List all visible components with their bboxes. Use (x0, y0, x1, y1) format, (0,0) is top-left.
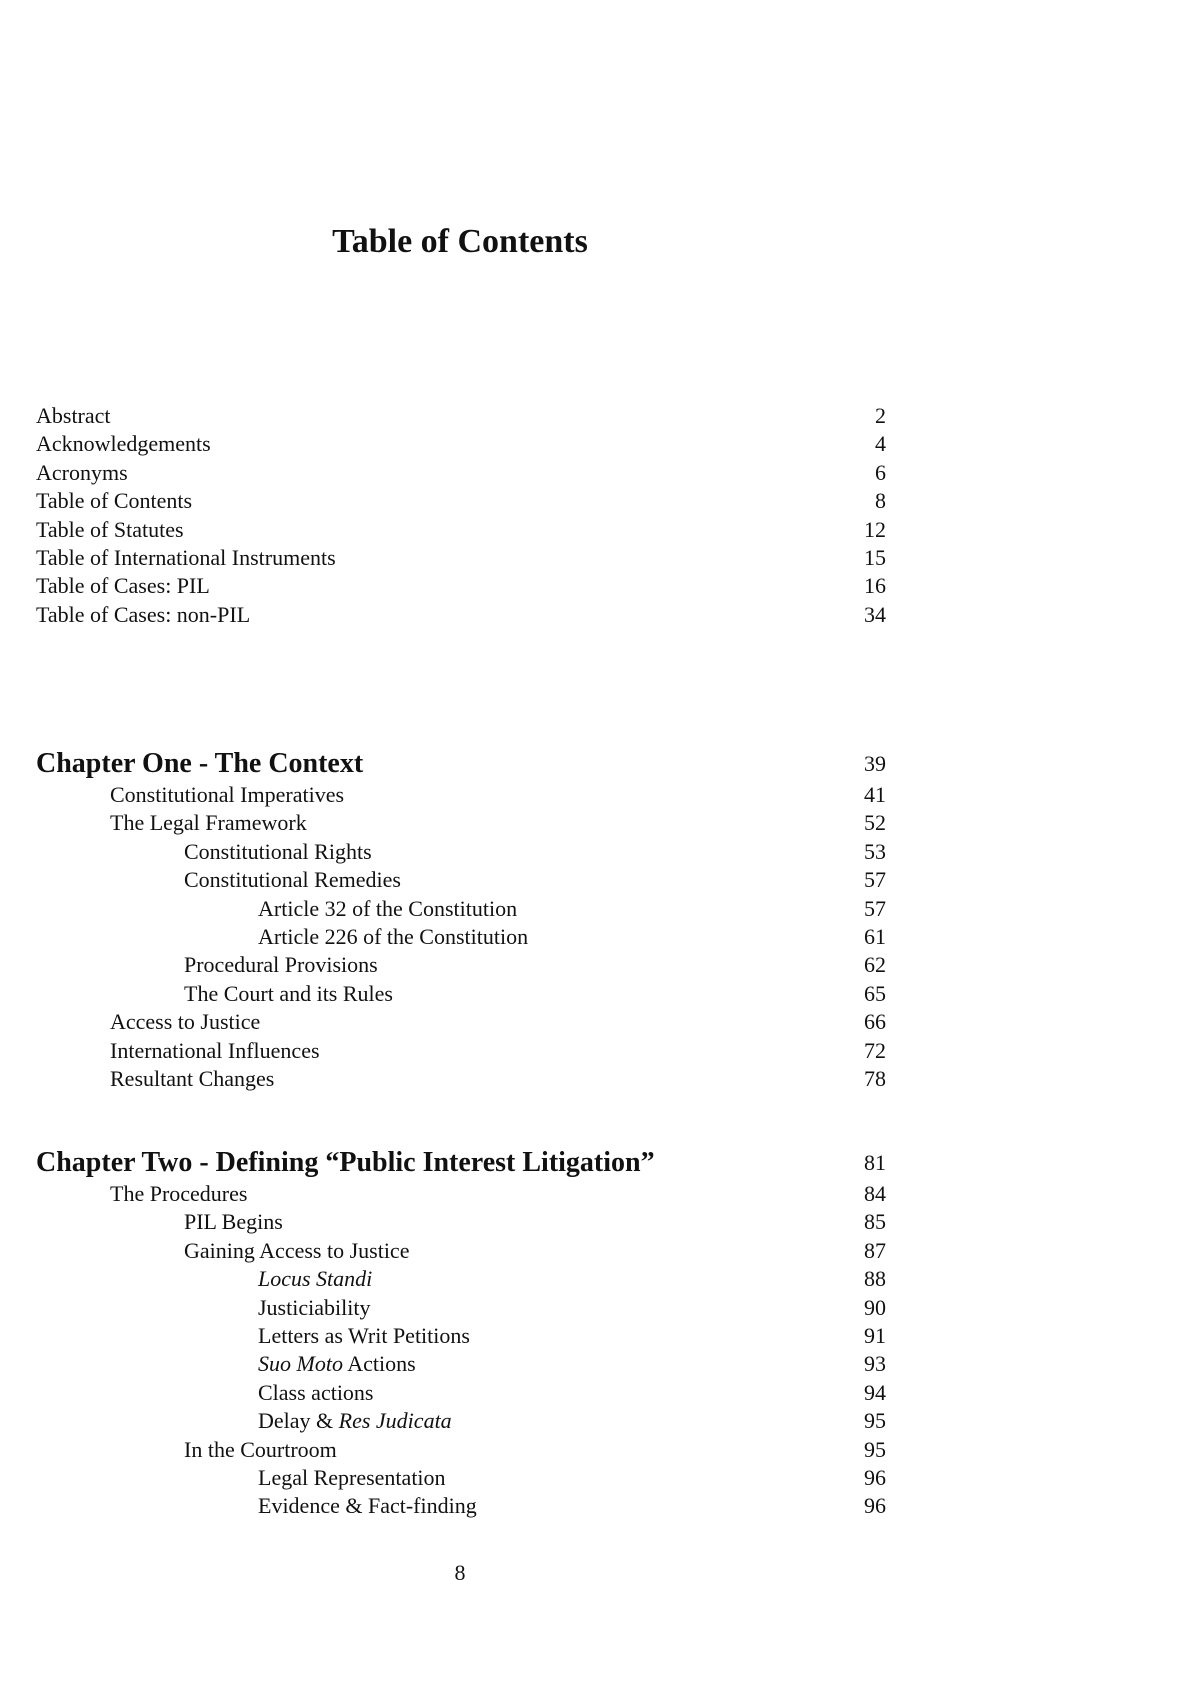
toc-entry-label-rest: Actions (342, 1351, 416, 1377)
toc-entry-label: Locus Standi (258, 1266, 373, 1292)
toc-entry (36, 1294, 886, 1322)
toc-entry (36, 781, 886, 809)
toc-entry (36, 1180, 886, 1208)
toc-entry-page: 90 (864, 1294, 886, 1320)
toc-entry-label: In the Courtroom (184, 1436, 337, 1462)
toc-entry (36, 1265, 886, 1293)
toc-entry-page: 88 (864, 1266, 886, 1292)
toc-entry-page: 34 (864, 601, 886, 627)
toc-entry-page: 41 (864, 782, 886, 807)
chapter-heading (36, 1146, 886, 1180)
toc-entry-page: 52 (864, 810, 886, 836)
toc-entry-label: The Procedures (110, 1181, 248, 1206)
chapter-two-page: 81 (864, 1150, 886, 1175)
toc-entry-page: 94 (864, 1379, 886, 1405)
toc-entry-page: 15 (864, 544, 886, 570)
toc-entry (36, 487, 886, 515)
page-number: 8 (454, 1560, 466, 1585)
toc-entry (36, 980, 886, 1008)
toc-entry-label: The Court and its Rules (184, 980, 393, 1006)
toc-entry-page: 2 (875, 403, 886, 428)
chapter-two-title: Chapter Two - Defining “Public Interest Litigation” (36, 1147, 655, 1178)
toc-entry-page: 57 (864, 895, 886, 921)
toc-entry-page: 66 (864, 1009, 886, 1035)
toc-entry-page: 85 (864, 1209, 886, 1235)
toc-entry-label: Resultant Changes (110, 1065, 275, 1091)
toc-entry-label: Legal Representation (258, 1464, 446, 1490)
toc-entry-label: Table of Statutes (36, 516, 184, 542)
toc-entry (36, 1008, 886, 1036)
toc-entry-page: 65 (864, 980, 886, 1006)
toc-entry-label: Article 32 of the Constitution (258, 895, 518, 921)
toc-entry (36, 895, 886, 923)
toc-entry-page: 84 (864, 1181, 886, 1206)
toc-entry-label: Constitutional Rights (184, 838, 372, 864)
toc-entry (36, 459, 886, 487)
toc-entry-label (258, 1350, 416, 1378)
toc-entry (36, 1407, 886, 1435)
toc-entry-label: The Legal Framework (110, 810, 307, 836)
toc-entry-label: Acknowledgements (36, 431, 211, 457)
chapter-one-title: Chapter One - The Context (36, 748, 364, 779)
toc-entry-page: 4 (875, 431, 886, 457)
toc-entry-page: 96 (864, 1493, 886, 1519)
toc-entry-label: Letters as Writ Petitions (258, 1322, 470, 1348)
toc-entry-page: 87 (864, 1237, 886, 1263)
toc-entry (36, 1492, 886, 1520)
toc-entry-label: Justiciability (258, 1294, 371, 1320)
toc-entry (36, 601, 886, 629)
toc-entry (36, 838, 886, 866)
toc-entry-label: Table of Cases: non-PIL (36, 601, 251, 627)
toc-entry (36, 1237, 886, 1265)
toc-entry-page: 61 (864, 923, 886, 949)
chapter-two-section (36, 1146, 886, 1521)
toc-entry-page: 53 (864, 838, 886, 864)
toc-entry (36, 1436, 886, 1464)
toc-entry (36, 1464, 886, 1492)
toc-entry-page: 78 (864, 1065, 886, 1091)
chapter-one-page: 39 (864, 751, 886, 776)
toc-entry (36, 1037, 886, 1065)
toc-entry-page: 12 (864, 516, 886, 542)
toc-entry-page: 91 (864, 1322, 886, 1348)
toc-entry (36, 1350, 886, 1378)
page-title: Table of Contents (332, 223, 588, 260)
toc-entry-label: PIL Begins (184, 1209, 283, 1235)
toc-entry-page: 95 (864, 1408, 886, 1434)
toc-entry-label: Table of Contents (36, 488, 193, 514)
toc-entry-label: Table of Cases: PIL (36, 573, 210, 599)
toc-entry (36, 402, 886, 430)
toc-entry (36, 809, 886, 837)
toc-entry-label: Gaining Access to Justice (184, 1237, 410, 1263)
toc-entry-label: Constitutional Imperatives (110, 782, 345, 807)
toc-entry (36, 951, 886, 979)
toc-entry-label-italic: Suo Moto (258, 1351, 343, 1377)
toc-entry-page: 57 (864, 867, 886, 893)
toc-entry-page: 93 (864, 1351, 886, 1377)
toc-entry (36, 1208, 886, 1236)
toc-entry-label: Table of International Instruments (36, 544, 336, 570)
toc-entry (36, 430, 886, 458)
toc-entry-label: Acronyms (36, 459, 128, 485)
toc-entry-label: Evidence & Fact-finding (258, 1493, 477, 1519)
toc-entry (36, 544, 886, 572)
toc-entry-page: 8 (875, 488, 886, 514)
toc-entry-page: 96 (864, 1464, 886, 1490)
toc-entry (36, 866, 886, 894)
toc-entry (36, 572, 886, 600)
toc-entry-page: 95 (864, 1436, 886, 1462)
toc-entry-label (258, 1407, 452, 1435)
toc-entry-label: Class actions (258, 1379, 374, 1405)
toc-entry-label: Abstract (36, 403, 111, 428)
toc-entry (36, 516, 886, 544)
toc-entry-label-plain: Delay & (258, 1408, 339, 1434)
toc-entry-page: 62 (864, 952, 886, 978)
toc-entry-label: Constitutional Remedies (184, 867, 401, 893)
toc-entry-label-italic: Res Judicata (338, 1408, 452, 1434)
toc-entry (36, 1379, 886, 1407)
toc-entry-page: 6 (875, 459, 886, 485)
chapter-heading (36, 747, 886, 781)
toc-entry-label: International Influences (110, 1037, 320, 1063)
toc-entry-page: 16 (864, 573, 886, 599)
toc-entry-label: Access to Justice (110, 1009, 261, 1035)
toc-entry (36, 1065, 886, 1093)
front-matter-list (36, 402, 886, 629)
toc-entry-label: Procedural Provisions (184, 952, 378, 978)
toc-entry (36, 923, 886, 951)
toc-entry-page: 72 (864, 1037, 886, 1063)
toc-entry (36, 1322, 886, 1350)
chapter-one-section (36, 747, 886, 1093)
toc-entry-label: Article 226 of the Constitution (258, 923, 529, 949)
